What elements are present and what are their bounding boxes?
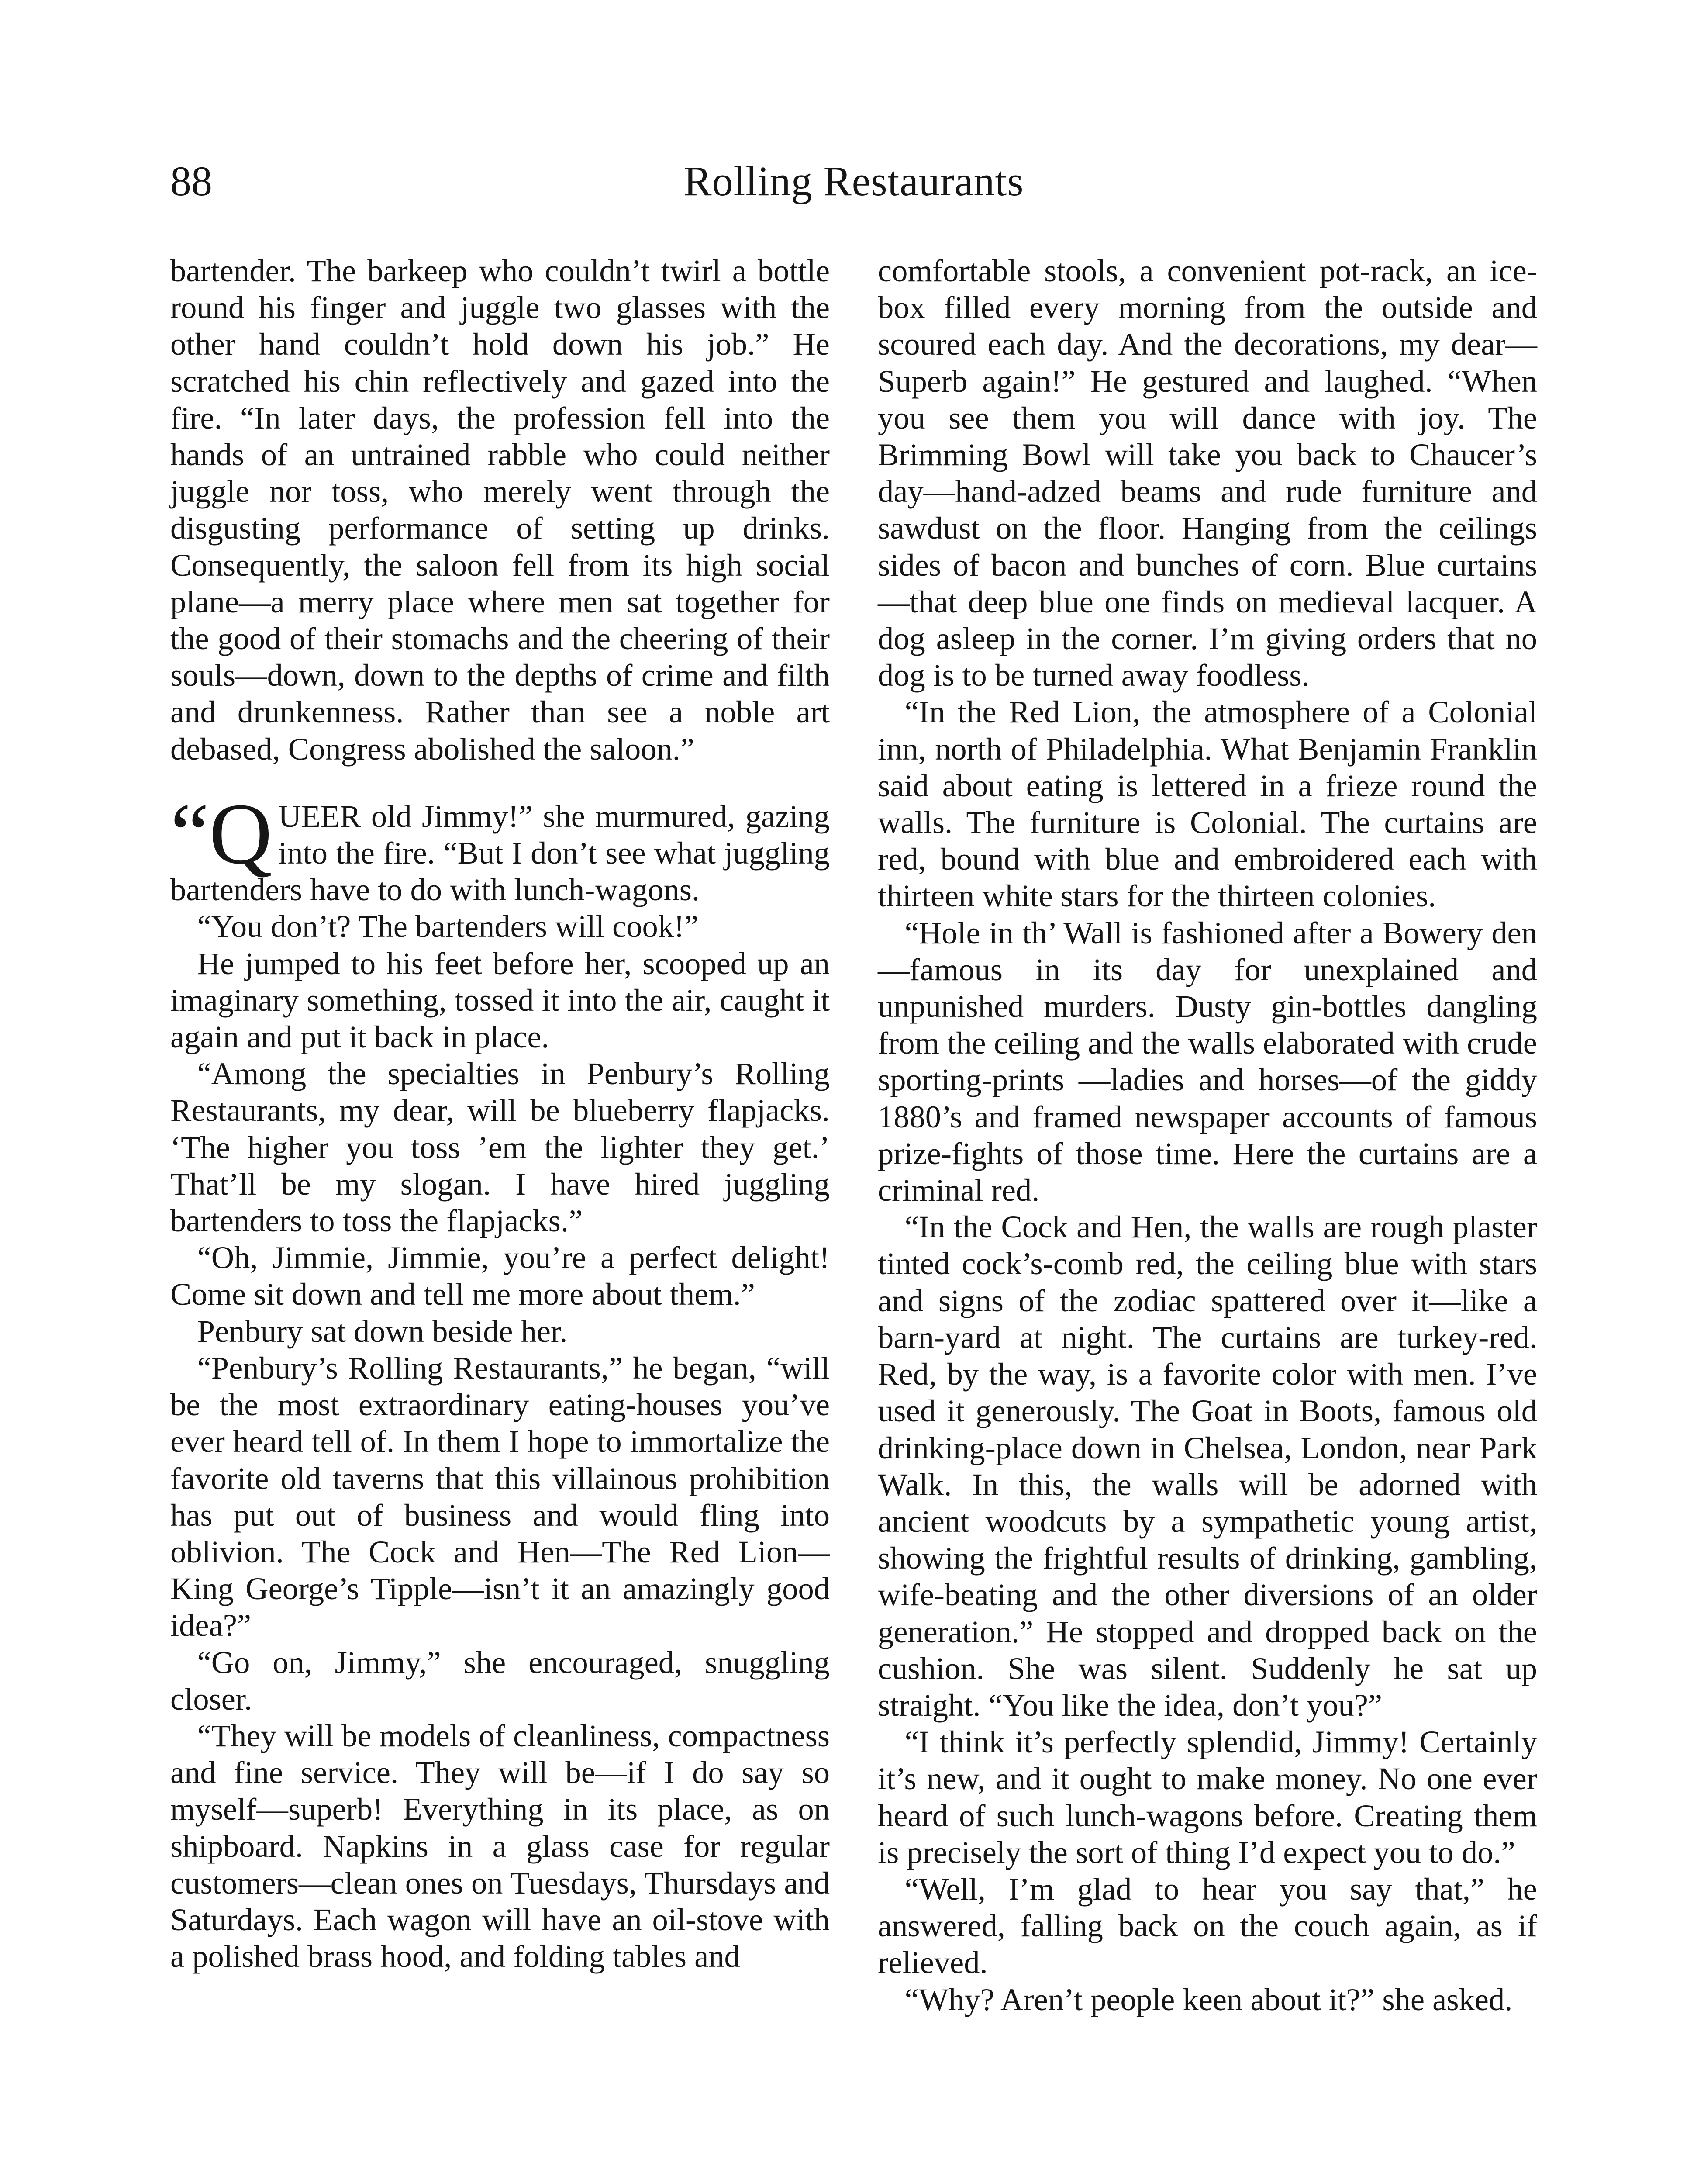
paragraph: He jumped to his feet before her, scooped up an imaginary something, tossed it into the air, caught it again and put it back in place. (170, 945, 830, 1055)
paragraph: “You don’t? The bartenders will cook!” (197, 909, 699, 944)
drop-cap-paragraph (170, 785, 830, 909)
left-column (170, 252, 830, 1975)
paragraph: “Among the specialties in Penbury’s Rolling Restaurants, my dear, will be blueberry flapjacks. ‘The higher you toss ’em the lighter they get.’ That’ll be my slogan. I have hired juggling bartenders to toss the flapjacks.” (170, 1056, 830, 1239)
running-title: Rolling Restaurants (683, 158, 1024, 204)
paragraph: “Well, I’m glad to hear you say that,” he answered, falling back on the couch again, as if relieved. (878, 1871, 1537, 1980)
drop-cap (170, 785, 273, 882)
paragraph: “Why? Aren’t people keen about it?” she asked. (904, 1981, 1513, 2017)
paragraph: “Go on, Jimmy,” she encouraged, snuggling closer. (170, 1644, 830, 1717)
paragraph: bartender. The barkeep who couldn’t twirl a bottle round his finger and juggle two glasses with the other hand couldn’t hold down his job.” He scratched his chin reflectively and gazed into the fire. “In later days, the profession fell into the hands of an untrained rabble who could neither juggle nor toss, who merely went through the disgusting performance of setting up drinks. Consequently, the saloon fell from its high social plane—a merry place where men sat together for the good of their stomachs and the cheering of their souls—down, down to the depths of crime and filth and drunkenness. Rather than see a noble art debased, Congress abolished the saloon.” (170, 253, 830, 767)
drop-cap-letter: Q (209, 785, 273, 882)
page-number: 88 (170, 158, 212, 204)
page-header (170, 153, 1537, 218)
paragraph: “In the Cock and Hen, the walls are rough plaster tinted cock’s-comb red, the ceiling blue with stars and signs of the zodiac spattered over it—like a barn-yard at night. The curtains are turkey-red. Red, by the way, is a favorite color with men. I’ve used it generously. The Goat in Boots, famous old drinking-place down in Chelsea, London, near Park Walk. In this, the walls will be adorned with ancient woodcuts by a sympathetic young artist, showing the frightful results of drinking, gambling, wife-beating and the other diversions of an older generation.” He stopped and dropped back on the cushion. She was silent. Suddenly he sat up straight. “You like the idea, don’t you?” (878, 1209, 1537, 1723)
paragraph: Penbury sat down beside her. (197, 1313, 568, 1349)
paragraph: “Oh, Jimmie, Jimmie, you’re a perfect delight! Come sit down and tell me more about them.” (170, 1240, 830, 1312)
paragraph: “I think it’s perfectly splendid, Jimmy! Certainly it’s new, and it ought to make money. No one ever heard of such lunch-wagons before. Creating them is precisely the sort of thing I’d expect you to do.” (878, 1724, 1537, 1870)
right-column (878, 252, 1537, 2018)
paragraph: “Hole in th’ Wall is fashioned after a Bowery den—famous in its day for unexplained and unpunished murders. Dusty gin-bottles dangling from the ceiling and the walls elaborated with crude sporting-prints —ladies and horses—of the giddy 1880’s and framed newspaper accounts of famous prize-fights of those time. Here the curtains are a criminal red. (878, 915, 1537, 1208)
drop-cap-quote: “ (170, 785, 209, 882)
paragraph: “In the Red Lion, the atmosphere of a Colonial inn, north of Philadelphia. What Benjamin Franklin said about eating is lettered in a frieze round the walls. The furniture is Colonial. The curtains are red, bound with blue and embroidered each with thirteen white stars for the thirteen colonies. (878, 694, 1537, 914)
paragraph: “They will be models of cleanliness, compactness and fine service. They will be—if I do say so myself—superb! Everything in its place, as on shipboard. Napkins in a glass case for regular customers—clean ones on Tuesdays, Thursdays and Saturdays. Each wagon will have an oil-stove with a polished brass hood, and folding tables and (170, 1717, 830, 1974)
drop-cap-paragraph-text: UEER old Jimmy!” she murmured, gazing into the fire. “But I don’t see what juggling bartenders have to do with lunch-wagons. (170, 798, 830, 908)
paragraph: “Penbury’s Rolling Restaurants,” he began, “will be the most extraordinary eating-houses you’ve ever heard tell of. In them I hope to immortalize the favorite old taverns that this villainous prohibition has put out of business and would fling into oblivion. The Cock and Hen—The Red Lion—King George’s Tipple—isn’t it an amazingly good idea?” (170, 1350, 830, 1643)
paragraph: comfortable stools, a convenient pot-rack, an ice-box filled every morning from the outside and scoured each day. And the decorations, my dear— Superb again!” He gestured and laughed. “When you see them you will dance with joy. The Brimming Bowl will take you back to Chaucer’s day—hand-adzed beams and rude furniture and sawdust on the floor. Hanging from the ceilings sides of bacon and bunches of corn. Blue curtains—that deep blue one finds on medieval lacquer. A dog asleep in the corner. I’m giving orders that no dog is to be turned away foodless. (878, 253, 1537, 693)
